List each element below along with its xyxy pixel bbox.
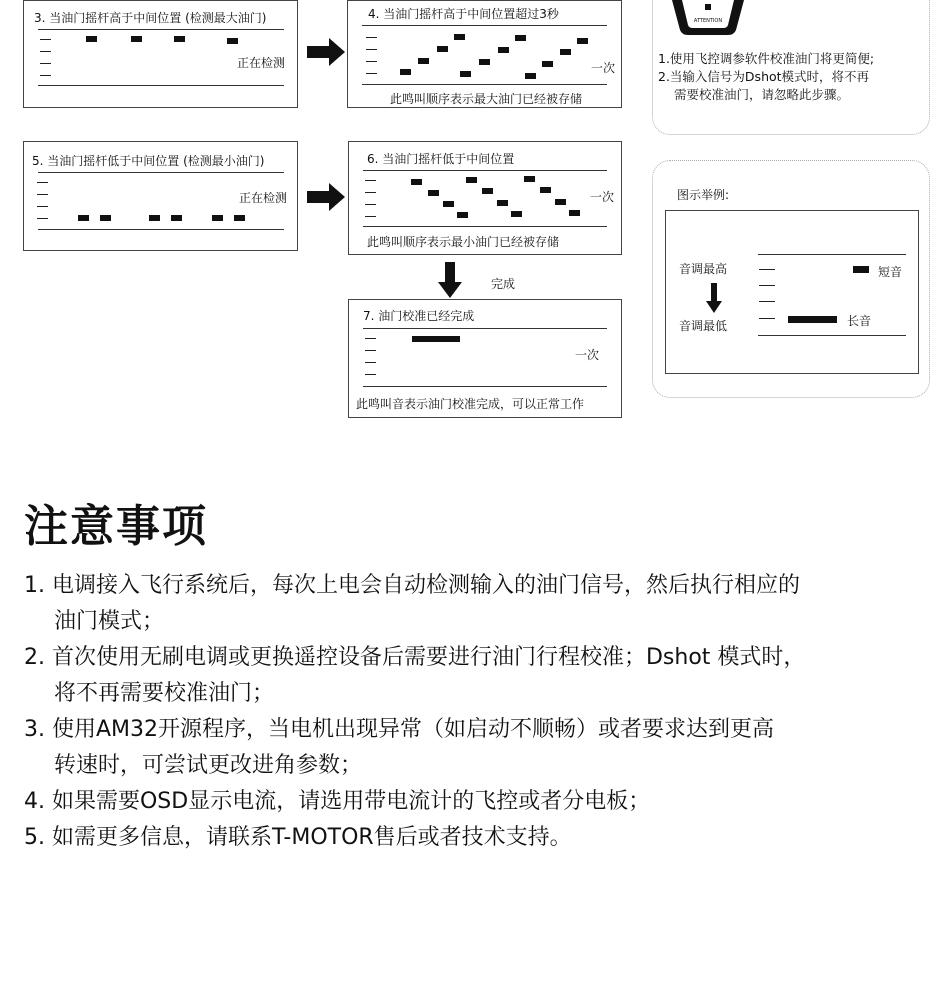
arrow-right-icon	[307, 183, 345, 211]
note-item-5	[24, 820, 572, 856]
tone-bar	[515, 35, 526, 41]
pitch-tick	[40, 51, 51, 52]
divider	[38, 85, 284, 86]
step4-box	[347, 0, 622, 108]
tone-bar	[569, 210, 580, 216]
arrow-down-icon	[438, 262, 462, 298]
pitch-tick	[365, 374, 376, 375]
divider	[38, 229, 284, 230]
attention-line-3: 需要校准油门，请忽略此步骤。	[674, 87, 850, 102]
pitch-tick	[40, 75, 51, 76]
divider	[362, 25, 607, 26]
note-item-2-line: 2. 首次使用无刷电调或更换遥控设备后需要进行油门行程校准；Dshot 模式时，	[24, 645, 806, 670]
divider	[362, 84, 607, 85]
pitch-tick	[759, 318, 775, 319]
note-item-4-line: 4. 如果需要OSD显示电流，请选用带电流计的飞控或者分电板；	[24, 789, 651, 814]
pitch-tick	[37, 182, 48, 183]
note-item-4	[24, 784, 650, 820]
tone-bar	[171, 215, 182, 221]
tone-bar	[174, 36, 185, 42]
tone-bar	[524, 176, 535, 182]
tone-bar	[437, 46, 448, 52]
step5-title: 5. 当油门摇杆低于中间位置 (检测最小油门)	[32, 154, 265, 168]
tone-bar	[482, 188, 493, 194]
step7-caption: 此鸣叫音表示油门校准完成，可以正常工作	[356, 397, 585, 411]
pitch-tick	[366, 49, 377, 50]
step4-caption: 此鸣叫顺序表示最大油门已经被存储	[390, 92, 583, 106]
divider	[363, 386, 607, 387]
tone-bar	[411, 179, 422, 185]
tone-bar	[457, 212, 468, 218]
long-tone-bar	[412, 336, 460, 342]
attention-icon-text: ATTENTION	[693, 18, 723, 24]
step3-box	[23, 0, 298, 108]
tone-bar	[466, 177, 477, 183]
step6-title: 6. 当油门摇杆低于中间位置	[367, 152, 515, 166]
pitch-tick	[365, 338, 376, 339]
legend-title: 图示举例:	[677, 188, 730, 202]
step5-box	[23, 141, 298, 251]
note-item-1-line: 1. 电调接入飞行系统后，每次上电会自动检测输入的油门信号，然后执行相应的	[24, 573, 800, 598]
tone-bar	[400, 69, 411, 75]
once-label: 一次	[590, 190, 615, 204]
pitch-tick	[365, 204, 376, 205]
short-tone-label: 短音	[878, 265, 903, 279]
short-tone-bar	[853, 266, 869, 273]
step7-box	[348, 299, 622, 418]
tone-bar	[525, 73, 536, 79]
pitch-tick	[365, 192, 376, 193]
pitch-tick	[40, 39, 51, 40]
tone-bar	[234, 215, 245, 221]
once-label: 一次	[591, 61, 616, 75]
tone-bar	[227, 38, 238, 44]
pitch-tick	[365, 362, 376, 363]
pitch-tick	[365, 350, 376, 351]
detecting-label: 正在检测	[239, 191, 288, 205]
tone-bar	[560, 49, 571, 55]
tone-bar	[542, 61, 553, 67]
long-tone-label: 长音	[847, 314, 872, 328]
divider	[363, 170, 607, 171]
notes-heading: 注意事项	[24, 501, 208, 552]
tone-bar	[555, 199, 566, 205]
pitch-tick	[366, 61, 377, 62]
attention-line-1: 1.使用飞控调参软件校准油门将更简便;	[658, 51, 875, 66]
tone-bar	[78, 215, 89, 221]
attention-line-2: 2.当输入信号为Dshot模式时，将不再	[658, 69, 870, 84]
step3-title: 3. 当油门摇杆高于中间位置 (检测最大油门)	[34, 11, 267, 25]
tone-bar	[540, 187, 551, 193]
pitch-tick	[366, 73, 377, 74]
note-item-2	[24, 640, 805, 712]
detecting-label: 正在检测	[237, 56, 286, 70]
pitch-tick	[40, 63, 51, 64]
pitch-tick	[365, 180, 376, 181]
tone-bar	[454, 34, 465, 40]
tone-bar	[498, 47, 509, 53]
pitch-tick	[37, 206, 48, 207]
once-label: 一次	[575, 348, 600, 362]
tone-bar	[428, 190, 439, 196]
step6-caption: 此鸣叫顺序表示最小油门已经被存储	[367, 235, 560, 249]
pitch-tick	[37, 218, 48, 219]
step4-title: 4. 当油门摇杆高于中间位置超过3秒	[368, 7, 559, 21]
tone-bar	[86, 36, 97, 42]
warning-icon	[668, 0, 748, 36]
tone-bar	[418, 58, 429, 64]
tone-bar	[577, 38, 588, 44]
note-item-3-line: 3. 使用AM32开源程序，当电机出现异常（如启动不顺畅）或者要求达到更高	[24, 717, 775, 742]
pitch-tick	[366, 37, 377, 38]
divider	[38, 172, 284, 173]
note-item-3-cont: 转速时，可尝试更改进角参数；	[54, 753, 363, 778]
note-item-5-line: 5. 如需更多信息，请联系T-MOTOR售后或者技术支持。	[24, 825, 572, 850]
step6-box	[348, 141, 622, 255]
tone-bar	[479, 59, 490, 65]
tone-bar	[460, 71, 471, 77]
pitch-tick	[759, 301, 775, 302]
pitch-high-label: 音调最高	[679, 262, 728, 276]
pitch-tick	[759, 269, 775, 270]
pitch-tick	[37, 194, 48, 195]
divider	[758, 335, 906, 336]
legend-box	[665, 210, 919, 374]
note-item-2-cont: 将不再需要校准油门；	[54, 681, 275, 706]
note-item-1	[24, 568, 800, 640]
pitch-low-label: 音调最低	[679, 319, 728, 333]
pitch-tick	[759, 285, 775, 286]
divider	[363, 226, 607, 227]
arrow-right-icon	[307, 38, 345, 66]
divider	[38, 29, 284, 30]
divider	[363, 328, 607, 329]
step7-title: 7. 油门校准已经完成	[363, 309, 475, 323]
note-item-3	[24, 712, 774, 784]
tone-bar	[443, 201, 454, 207]
arrow-down-icon	[706, 283, 722, 313]
tone-bar	[212, 215, 223, 221]
complete-label: 完成	[491, 277, 516, 291]
pitch-tick	[365, 216, 376, 217]
long-tone-bar	[788, 316, 837, 323]
divider	[758, 254, 906, 255]
note-item-1-cont: 油门模式；	[54, 609, 165, 634]
tone-bar	[149, 215, 160, 221]
tone-bar	[131, 36, 142, 42]
tone-bar	[511, 211, 522, 217]
tone-bar	[497, 200, 508, 206]
tone-bar	[100, 215, 111, 221]
